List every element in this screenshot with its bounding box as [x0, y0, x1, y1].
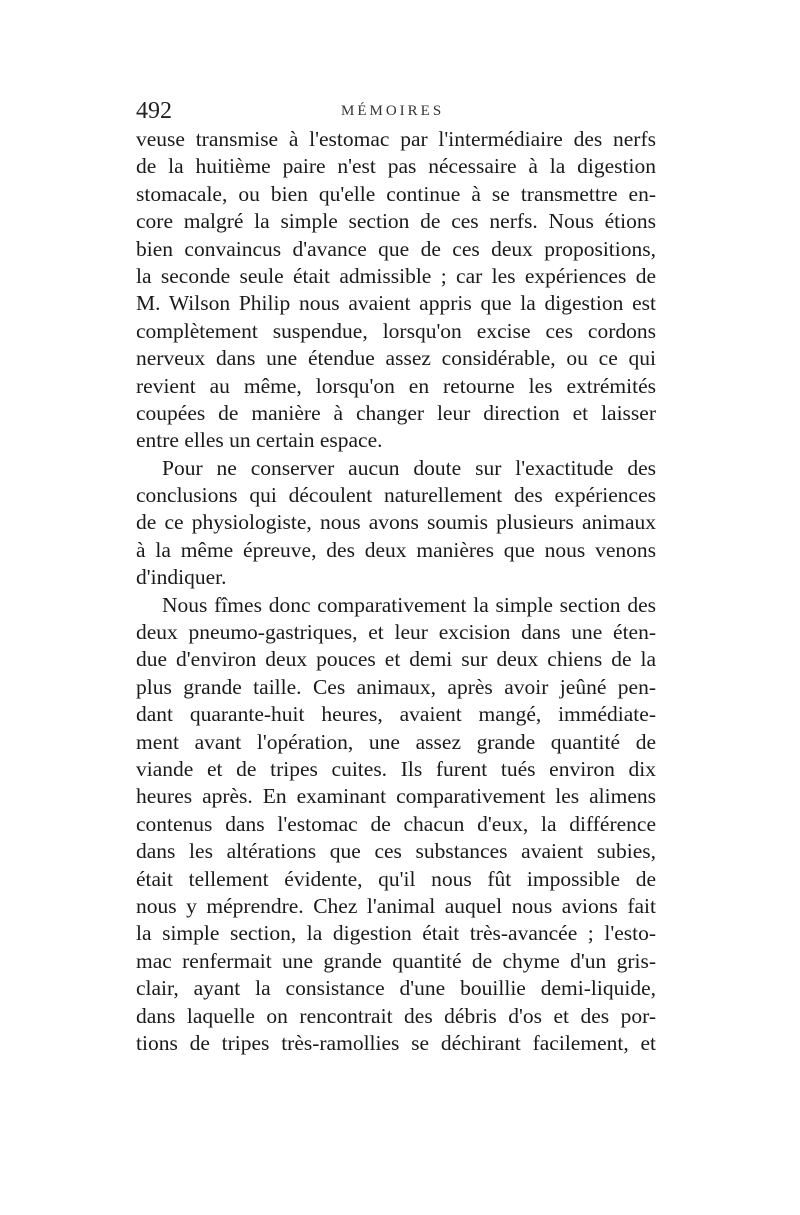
- text-line: était tellement évidente, qu'il nous fût impossible de: [136, 866, 656, 891]
- paragraph-start-line: Nous fîmes donc comparativement la simple section des: [162, 592, 656, 617]
- paragraph-end-line: d'indiquer.: [136, 565, 227, 590]
- text-line: conclusions qui découlent naturellement des expériences: [136, 483, 656, 508]
- text-line: mac renfermait une grande quantité de chyme d'un gris-: [136, 948, 656, 973]
- text-line: dant quarante-huit heures, avaient mangé, immédiate-: [136, 702, 656, 727]
- text-line: coupées de manière à changer leur direction et laisser: [136, 400, 656, 425]
- text-line: veuse transmise à l'estomac par l'intermédiaire des nerfs: [136, 127, 656, 151]
- text-line: de ce physiologiste, nous avons soumis plusieurs animaux: [136, 510, 656, 535]
- text-line: M. Wilson Philip nous avaient appris que la digestion est: [136, 291, 656, 316]
- text-line: dans les altérations que ces substances avaient subies,: [136, 839, 656, 864]
- text-line: ment avant l'opération, une assez grande quantité de: [136, 729, 656, 754]
- text-line: la seconde seule était admissible ; car les expériences de: [136, 263, 656, 288]
- text-line: heures après. En examinant comparativement les alimens: [136, 784, 656, 809]
- text-line: deux pneumo-gastriques, et leur excision dans une éten-: [136, 620, 656, 645]
- text-line: complètement suspendue, lorsqu'on excise ces cordons: [136, 318, 656, 343]
- text-line: dans laquelle on rencontrait des débris d'os et des por-: [136, 1003, 656, 1028]
- text-line: revient au même, lorsqu'on en retourne les extrémités: [136, 373, 656, 398]
- text-line: de la huitième paire n'est pas nécessaire à la digestion: [136, 154, 656, 179]
- text-line: core malgré la simple section de ces nerfs. Nous étions: [136, 209, 656, 234]
- text-line: nerveux dans une étendue assez considérable, ou ce qui: [136, 346, 656, 371]
- text-line: bien convaincus d'avance que de ces deux propositions,: [136, 236, 656, 261]
- text-line: nous y méprendre. Chez l'animal auquel nous avions fait: [136, 893, 656, 918]
- text-line: à la même épreuve, des deux manières que nous venons: [136, 537, 656, 562]
- text-line: clair, ayant la consistance d'une bouillie demi-liquide,: [136, 976, 656, 1001]
- text-line: viande et de tripes cuites. Ils furent tués environ dix: [136, 756, 656, 781]
- running-title: MÉMOIRES: [341, 103, 445, 119]
- page-number: 492: [136, 98, 172, 124]
- running-head: [136, 96, 666, 126]
- text-line: plus grande taille. Ces animaux, après avoir jeûné pen-: [136, 674, 656, 699]
- paragraph-end-line: entre elles un certain espace.: [136, 428, 383, 453]
- paragraph-start-line: Pour ne conserver aucun doute sur l'exactitude des: [162, 455, 656, 480]
- text-line: stomacale, ou bien qu'elle continue à se transmettre en-: [136, 181, 656, 206]
- text-line: tions de tripes très-ramollies se déchirant facilement, et: [136, 1030, 656, 1055]
- text-line: contenus dans l'estomac de chacun d'eux, la différence: [136, 811, 656, 836]
- text-line: due d'environ deux pouces et demi sur deux chiens de la: [136, 647, 656, 672]
- text-line: la simple section, la digestion était très-avancée ; l'esto-: [136, 921, 656, 946]
- body-text: [136, 126, 656, 1057]
